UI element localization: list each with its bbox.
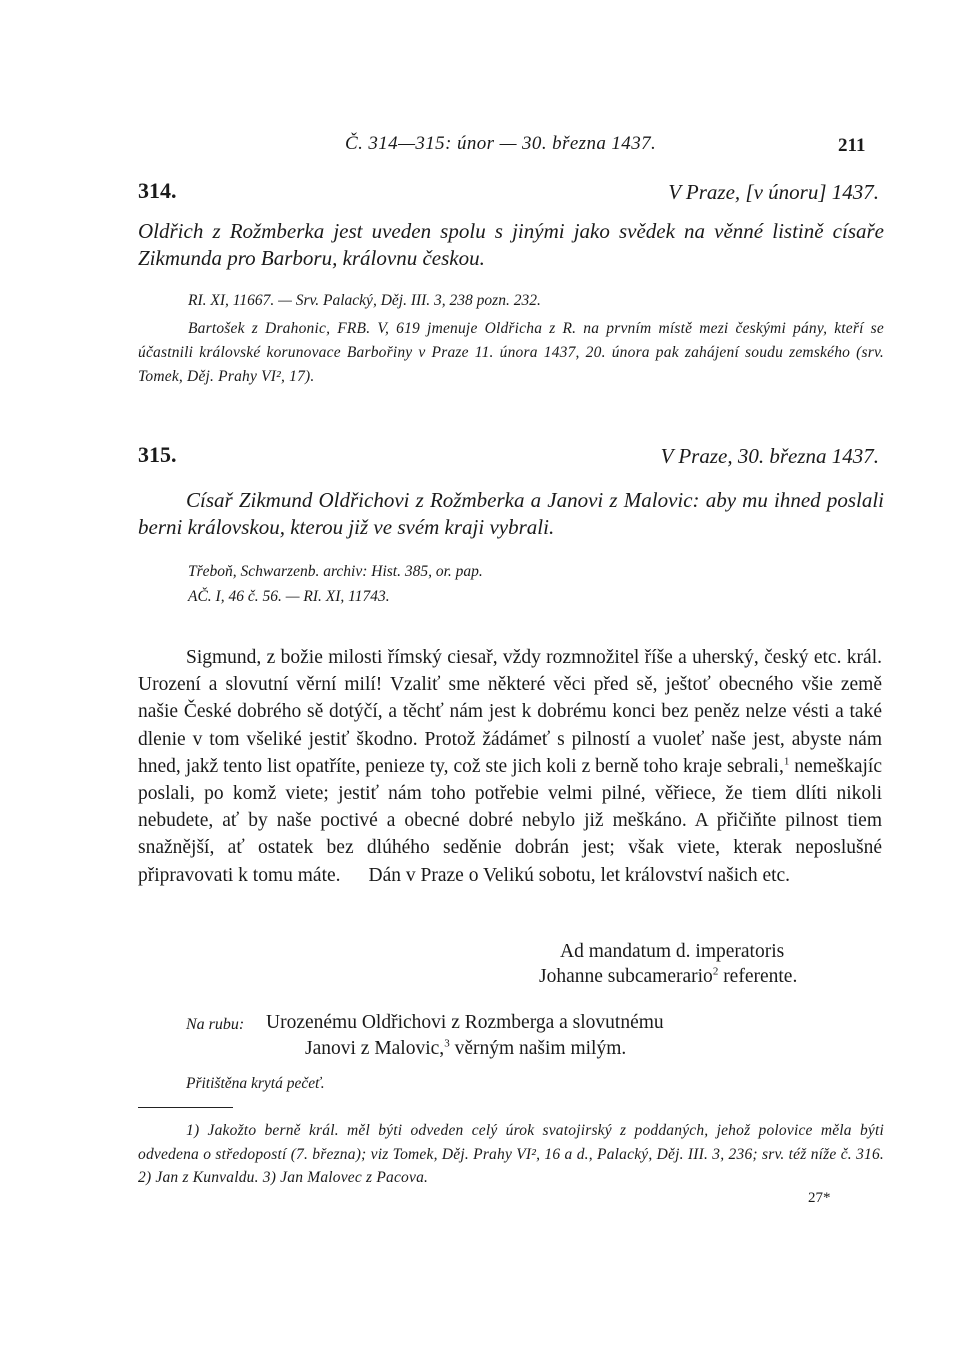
document-315-summary: Císař Zikmund Oldřichovi z Rožmberka a Janovi z Malovic: aby mu ihned poslali berni královskou, kterou již ve svém kraji vybrali. bbox=[138, 488, 884, 539]
signature-mark: 27* bbox=[808, 1190, 831, 1206]
footnote-mark-2: 2 bbox=[712, 965, 719, 978]
text-part-a: Sigmund, z božie milosti římský ciesař, vždy rozmnožitel říše a uherský, český etc. král. Urození a slovutní věrní milí! Vzaliť sme některé věci před sě, ještoť obecného všie země našie České dobrého sě dotýčí, a těchť nám jest k dobrému konci bez peněz nelze vésti a také dlenie v tom všeliké jestiť škodno. Protož žádámeť s pilností a vuoleť naše jest, abyste nám hned, jakž tento list opatříte, penieze ty, což ste jich koli z berně toho kraje sebrali, bbox=[138, 647, 882, 777]
document-315-archive: Třeboň, Schwarzenb. archiv: Hist. 385, or. pap. bbox=[188, 563, 483, 580]
footnote-divider bbox=[138, 1107, 233, 1108]
document-314-source: RI. XI, 11667. — Srv. Palacký, Děj. III. 3, 238 pozn. 232. bbox=[188, 292, 541, 309]
rubric-addressee: Janovi z Malovic, bbox=[305, 1038, 445, 1059]
document-315-place-date: V Praze, 30. března 1437. bbox=[660, 444, 879, 468]
rubric-line-2 bbox=[305, 1038, 626, 1060]
text-part-b: nemeškajíc poslali, po komž viete; jestiť nám toho potřebie velmi pilné, věřiece, že tiem dlíti nikoli nebudete, ať by naše poctivé a obecné dobré nebylo již meškáno. A přičiňte pilnost tiem snažnější, ať ostatek bez dlúhého seděnie dobrán jest; však viete, kterak neposlušné připravovati k tomu máte. bbox=[138, 755, 882, 886]
referent-suffix: referente. bbox=[718, 966, 798, 987]
footnote-mark-1: 1 bbox=[783, 755, 790, 768]
footnotes: 1) Jakožto berně král. měl býti odveden celý úrok svatojirský z poddaných, jehož polovice měla býti odvedena o středopostí (7. března); viz Tomek, Děj. Prahy VI², 16 a d., Palacký, Děj. III. 3, 236; srv. též níže č. 316. 2) Jan z Kunvaldu. 3) Jan Malovec z Pacova. bbox=[138, 1122, 884, 1186]
document-number-314: 314. bbox=[138, 178, 177, 203]
dating-clause: Dán v Praze o Velikú sobotu, let království našich etc. bbox=[368, 864, 791, 886]
footnote-mark-3: 3 bbox=[444, 1037, 450, 1050]
running-title: Č. 314—315: únor — 30. března 1437. bbox=[345, 133, 657, 154]
document-number-315: 315. bbox=[138, 442, 177, 467]
seal-note: Přitištěna krytá pečeť. bbox=[186, 1075, 325, 1092]
closing-mandate: Ad mandatum d. imperatoris bbox=[560, 941, 785, 962]
document-314-summary: Oldřich z Rožmberka jest uveden spolu s jinými jako svědek na věnné listině císaře Zikmunda pro Barboru, královnu českou. bbox=[138, 219, 884, 270]
rubric-line-1: Urozenému Oldřichovi z Rozmberga a slovutnému bbox=[266, 1012, 664, 1033]
page-number: 211 bbox=[838, 135, 866, 156]
document-314-place-date: V Praze, [v únoru] 1437. bbox=[668, 180, 879, 204]
document-315-references: AČ. I, 46 č. 56. — RI. XI, 11743. bbox=[188, 588, 390, 605]
document-314-note: Bartošek z Drahonic, FRB. V, 619 jmenuje Oldřicha z R. na prvním místě mezi českými pány, kteří se účastnili královské korunovace Barbořiny v Praze 11. února 1437, 20. února pak zahájení soudu zemského (srv. Tomek, Děj. Prahy VI², 17). bbox=[138, 320, 884, 385]
rubric-label: Na rubu: bbox=[186, 1016, 245, 1033]
closing-referent bbox=[539, 966, 797, 988]
referent-name: Johanne subcamerario bbox=[539, 966, 713, 987]
rubric-suffix: věrným našim milým. bbox=[449, 1038, 627, 1059]
document-315-text bbox=[138, 644, 882, 889]
